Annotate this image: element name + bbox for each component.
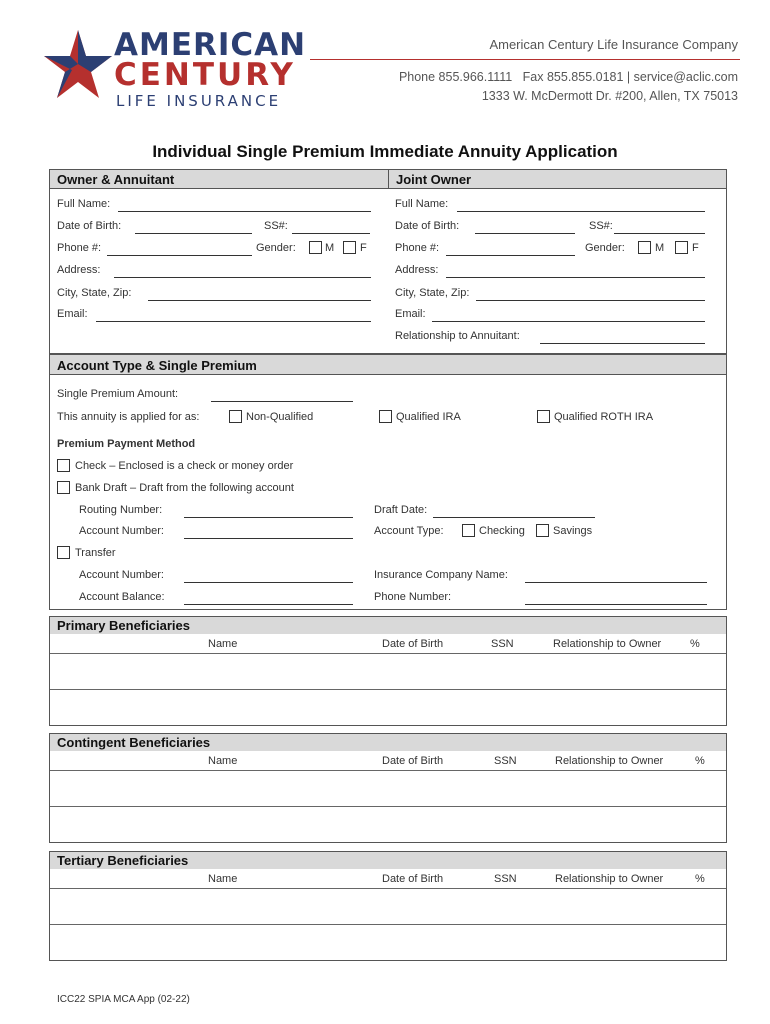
tertiary-header-label: Tertiary Beneficiaries [57, 853, 189, 868]
qualified-roth-label: Qualified ROTH IRA [554, 411, 654, 423]
company-address: 1333 W. McDermott Dr. #200, Allen, TX 75013 [481, 89, 738, 103]
joint-city-field[interactable] [476, 300, 705, 301]
col-dob: Date of Birth [382, 873, 444, 885]
bank-draft-label: Bank Draft – Draft from the following account [75, 482, 294, 494]
col-percent: % [690, 638, 700, 650]
owner-email-field[interactable] [96, 321, 371, 322]
owner-ssn-label: SS#: [264, 220, 288, 232]
joint-ssn-field[interactable] [614, 233, 705, 234]
insurance-company-label: Insurance Company Name: [374, 569, 508, 581]
header-divider [310, 59, 740, 60]
joint-dob-field[interactable] [475, 233, 575, 234]
col-percent: % [695, 755, 705, 767]
joint-address-field[interactable] [446, 277, 705, 278]
col-percent: % [695, 873, 705, 885]
owner-header [50, 170, 389, 189]
col-dob: Date of Birth [382, 638, 444, 650]
owner-full-name-label: Full Name: [57, 198, 111, 210]
payment-method-heading: Premium Payment Method [57, 438, 196, 450]
account-type-label: Account Type: [374, 525, 444, 537]
col-ssn: SSN [494, 755, 517, 767]
joint-relationship-field[interactable] [540, 343, 705, 344]
contingent-header [50, 734, 726, 751]
joint-gender-m-label: M [655, 242, 665, 254]
check-label: Check – Enclosed is a check or money order [75, 460, 294, 472]
checking-label: Checking [479, 525, 525, 537]
joint-header [389, 170, 726, 189]
joint-email-label: Email: [395, 308, 426, 320]
checking-checkbox[interactable] [462, 524, 475, 537]
joint-full-name-field[interactable] [457, 211, 705, 212]
primary-header [50, 617, 726, 634]
phone-number-label: Phone Number: [374, 591, 452, 603]
contingent-beneficiaries-section [49, 733, 727, 843]
owner-gender-m-checkbox[interactable] [309, 241, 322, 254]
owner-full-name-field[interactable] [118, 211, 371, 212]
premium-amount-label: Single Premium Amount: [57, 388, 179, 400]
joint-header-label: Joint Owner [396, 172, 472, 187]
col-ssn: SSN [491, 638, 514, 650]
star-icon [44, 30, 112, 100]
logo-century: CENTURY [114, 57, 296, 93]
transfer-checkbox[interactable] [57, 546, 70, 559]
table-row[interactable] [50, 771, 726, 806]
non-qualified-label: Non-Qualified [246, 411, 314, 423]
account-balance-label: Account Balance: [79, 591, 165, 603]
owner-section [49, 169, 727, 354]
col-relationship: Relationship to Owner [555, 873, 664, 885]
owner-dob-field[interactable] [135, 233, 252, 234]
primary-header-label: Primary Beneficiaries [57, 618, 190, 633]
col-ssn: SSN [494, 873, 517, 885]
owner-address-label: Address: [57, 264, 101, 276]
account-header [50, 355, 726, 375]
col-name: Name [208, 755, 238, 767]
owner-phone-field[interactable] [107, 255, 252, 256]
account-number-field[interactable] [184, 538, 353, 539]
savings-label: Savings [553, 525, 593, 537]
phone-number-field[interactable] [525, 604, 707, 605]
table-row[interactable] [50, 807, 726, 842]
savings-checkbox[interactable] [536, 524, 549, 537]
insurance-company-field[interactable] [525, 582, 707, 583]
premium-amount-field[interactable] [211, 401, 353, 402]
account-balance-field[interactable] [184, 604, 353, 605]
qualified-ira-checkbox[interactable] [379, 410, 392, 423]
contingent-header-label: Contingent Beneficiaries [57, 735, 211, 750]
owner-dob-label: Date of Birth: [57, 220, 122, 232]
logo-american: AMERICAN [114, 27, 307, 63]
draft-date-label: Draft Date: [374, 504, 428, 516]
owner-phone-label: Phone #: [57, 242, 102, 254]
account-header-label: Account Type & Single Premium [57, 358, 257, 373]
non-qualified-checkbox[interactable] [229, 410, 242, 423]
joint-email-field[interactable] [432, 321, 705, 322]
qualified-roth-checkbox[interactable] [537, 410, 550, 423]
table-row[interactable] [50, 889, 726, 924]
col-name: Name [208, 638, 238, 650]
joint-gender-f-checkbox[interactable] [675, 241, 688, 254]
table-row[interactable] [50, 690, 726, 725]
joint-phone-label: Phone #: [395, 242, 440, 254]
page-title: Individual Single Premium Immediate Annuity Application [152, 142, 618, 161]
col-dob: Date of Birth [382, 755, 444, 767]
qualified-ira-label: Qualified IRA [396, 411, 461, 423]
transfer-account-number-label: Account Number: [79, 569, 164, 581]
table-row[interactable] [50, 925, 726, 960]
owner-address-field[interactable] [114, 277, 371, 278]
owner-city-field[interactable] [148, 300, 371, 301]
owner-gender-m-label: M [325, 242, 335, 254]
company-name: American Century Life Insurance Company [489, 37, 738, 52]
table-row[interactable] [50, 654, 726, 689]
col-relationship: Relationship to Owner [553, 638, 662, 650]
owner-gender-f-checkbox[interactable] [343, 241, 356, 254]
account-number-label: Account Number: [79, 525, 164, 537]
owner-header-label: Owner & Annuitant [57, 172, 175, 187]
primary-beneficiaries-section [49, 616, 727, 726]
check-checkbox[interactable] [57, 459, 70, 472]
logo-life-insurance: LIFE INSURANCE [116, 92, 282, 110]
draft-date-field[interactable] [433, 517, 595, 518]
joint-gender-m-checkbox[interactable] [638, 241, 651, 254]
joint-full-name-label: Full Name: [395, 198, 449, 210]
transfer-account-number-field[interactable] [184, 582, 353, 583]
company-contact: Phone 855.966.1111 Fax 855.855.0181 | service@aclic.com [398, 70, 738, 84]
joint-relationship-label: Relationship to Annuitant: [395, 330, 520, 342]
tertiary-beneficiaries-section [49, 851, 727, 961]
joint-phone-field[interactable] [446, 255, 575, 256]
tertiary-header [50, 852, 726, 869]
joint-gender-label: Gender: [585, 242, 625, 254]
routing-number-field[interactable] [184, 517, 353, 518]
owner-gender-label: Gender: [256, 242, 296, 254]
transfer-label: Transfer [75, 547, 116, 559]
joint-city-label: City, State, Zip: [395, 287, 470, 299]
col-name: Name [208, 873, 238, 885]
routing-number-label: Routing Number: [79, 504, 163, 516]
owner-city-label: City, State, Zip: [57, 287, 132, 299]
joint-address-label: Address: [395, 264, 439, 276]
joint-ssn-label: SS#: [589, 220, 613, 232]
form-footer-code: ICC22 SPIA MCA App (02-22) [57, 994, 190, 1005]
owner-email-label: Email: [57, 308, 88, 320]
applied-for-label: This annuity is applied for as: [57, 411, 200, 423]
joint-dob-label: Date of Birth: [395, 220, 460, 232]
bank-draft-checkbox[interactable] [57, 481, 70, 494]
joint-gender-f-label: F [692, 242, 699, 254]
owner-gender-f-label: F [360, 242, 367, 254]
col-relationship: Relationship to Owner [555, 755, 664, 767]
owner-ssn-field[interactable] [292, 233, 370, 234]
